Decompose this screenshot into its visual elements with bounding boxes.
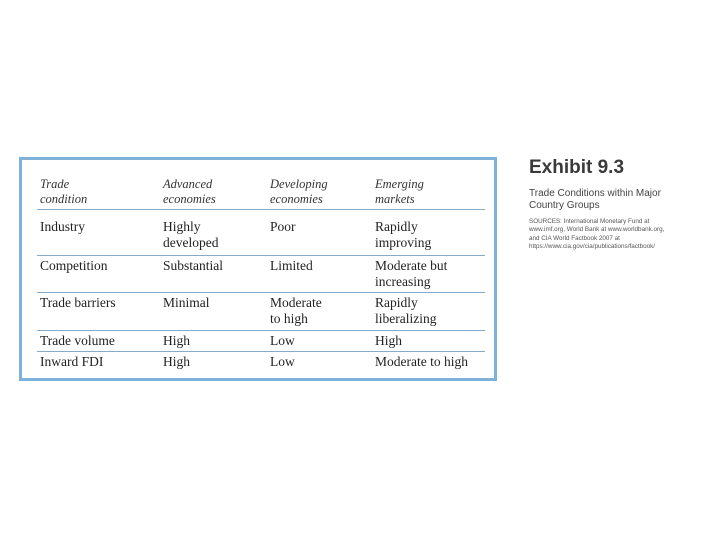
trade-conditions-table — [37, 177, 485, 372]
table-cell: Industry — [40, 219, 85, 234]
table-cell: Substantial — [163, 258, 223, 273]
table-cell: Moderate to high — [375, 354, 468, 369]
table-header-row — [37, 177, 485, 210]
table-cell: Low — [270, 354, 295, 369]
table-cell: Limited — [270, 258, 313, 273]
table-row-competition — [37, 258, 485, 293]
exhibit-subtitle: Trade Conditions within Major Country Groups — [529, 188, 661, 211]
table-cell: Trade volume — [40, 333, 115, 348]
header-trade-condition: Trade condition — [40, 177, 88, 206]
header-emerging-markets: Emerging markets — [375, 177, 424, 206]
exhibit-caption — [529, 157, 714, 251]
table-cell: Moderate but increasing — [375, 258, 448, 289]
table-row-industry — [37, 219, 485, 256]
exhibit-sources: SOURCES: International Monetary Fund at www.imf.org, World Bank at www.worldbank.org, and CIA World Factbook 2007 at https://www.cia.gov/cia/publications/factbook/ — [529, 218, 665, 250]
table-cell: Inward FDI — [40, 354, 104, 369]
table-cell: High — [375, 333, 402, 348]
exhibit-title: Exhibit 9.3 — [529, 157, 625, 178]
header-advanced-economies: Advanced economies — [163, 177, 216, 206]
exhibit-table-frame — [19, 157, 497, 381]
table-row-trade-volume — [37, 333, 485, 352]
table-cell: Low — [270, 333, 295, 348]
header-developing-economies: Developing economies — [270, 177, 328, 206]
table-cell: Competition — [40, 258, 108, 273]
table-row-trade-barriers — [37, 295, 485, 331]
table-cell: Minimal — [163, 295, 210, 310]
table-cell: High — [163, 354, 190, 369]
table-cell: Moderate to high — [270, 295, 322, 326]
table-cell: Highly developed — [163, 219, 219, 250]
table-row-inward-fdi — [37, 354, 485, 372]
table-cell: Trade barriers — [40, 295, 116, 310]
table-cell: Rapidly liberalizing — [375, 295, 437, 326]
table-cell: Rapidly improving — [375, 219, 432, 250]
table-cell: High — [163, 333, 190, 348]
table-cell: Poor — [270, 219, 296, 234]
